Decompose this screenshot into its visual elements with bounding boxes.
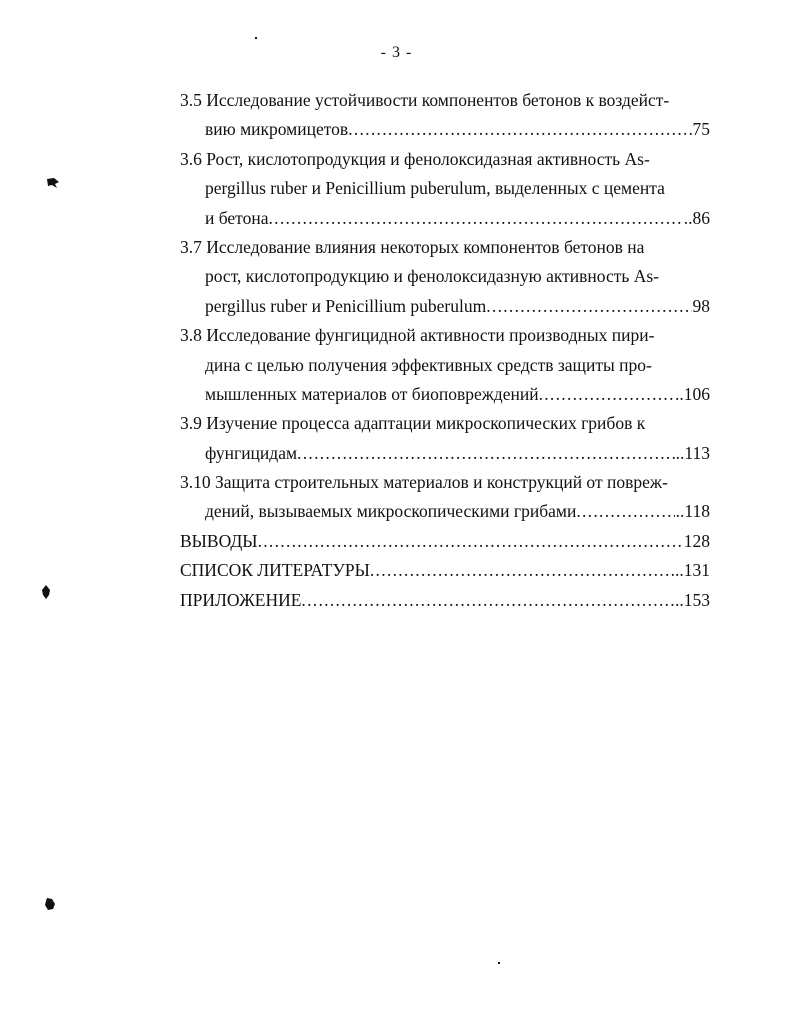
toc-entry-appendix <box>180 586 710 615</box>
toc-entry-title-line: рост, кислотопродукцию и фенолоксидазную активность As- <box>205 266 660 287</box>
toc-entry-title-line: 3.9 Изучение процесса адаптации микроскопических грибов к <box>180 413 646 434</box>
toc-entry-last-line <box>180 497 710 526</box>
toc-page-number: ..106 <box>675 383 710 404</box>
dot-leader <box>539 380 674 409</box>
dot-leader <box>576 497 674 526</box>
toc-entry-3-10 <box>180 468 710 527</box>
toc-entry-3-6 <box>180 145 710 233</box>
toc-entry-title-end: ВЫВОДЫ <box>180 530 258 551</box>
toc-entry-3-9 <box>180 409 710 468</box>
toc-entry-references <box>180 556 710 585</box>
toc-entry-last-line <box>180 292 710 321</box>
toc-entry-conclusions <box>180 527 710 556</box>
page-number: - 3 - <box>380 44 413 61</box>
toc-page-number: ..131 <box>675 560 710 581</box>
dot-leader <box>348 115 691 144</box>
scan-dust <box>498 962 500 964</box>
toc-entry-last-line <box>180 527 710 556</box>
toc-entry-title-end: дений, вызываемых микроскопическими грибами <box>205 501 577 522</box>
toc-entry-last-line <box>180 556 710 585</box>
toc-page-number: 75 <box>692 119 710 140</box>
dot-leader <box>297 439 675 468</box>
toc-entry-title-end: pergillus ruber и Penicillium puberulum <box>205 295 487 316</box>
toc-entry-last-line <box>180 204 710 233</box>
toc-entry-3-5 <box>180 86 710 145</box>
dot-leader <box>301 586 674 615</box>
toc-entry-title-end: мышленных материалов от биоповреждений <box>205 383 539 404</box>
toc-entry-title-line: 3.7 Исследование влияния некоторых компонентов бетонов на <box>180 236 645 257</box>
toc-entry-last-line <box>180 115 710 144</box>
toc-entry-title-line: pergillus ruber и Penicillium puberulum, выделенных с цемента <box>205 178 665 199</box>
toc-entry-title-end: СПИСОК ЛИТЕРАТУРЫ <box>180 560 370 581</box>
scan-dust <box>255 37 257 39</box>
toc-entry-title-line: 3.6 Рост, кислотопродукция и фенолоксидазная активность As- <box>180 148 650 169</box>
toc-entry-last-line <box>180 439 710 468</box>
toc-entry-title-end: и бетона <box>205 207 269 228</box>
dot-leader <box>258 527 683 556</box>
toc-entry-title-end: вию микромицетов <box>205 119 349 140</box>
table-of-contents <box>180 86 710 615</box>
dot-leader <box>268 204 682 233</box>
scan-mark <box>46 177 60 189</box>
toc-entry-3-8 <box>180 321 710 409</box>
toc-entry-title-end: фунгицидам <box>205 442 298 463</box>
toc-page-number: 128 <box>683 530 710 551</box>
toc-page-number: ..118 <box>675 501 710 522</box>
toc-page-number: ..113 <box>675 442 710 463</box>
toc-entry-title-line: 3.8 Исследование фунгицидной активности производных пири- <box>180 325 655 346</box>
toc-entry-3-7 <box>180 233 710 321</box>
dot-leader <box>370 556 674 585</box>
toc-entry-title-end: ПРИЛОЖЕНИЕ <box>180 589 302 610</box>
scan-mark <box>41 585 51 599</box>
toc-entry-last-line <box>180 380 710 409</box>
toc-entry-last-line <box>180 586 710 615</box>
toc-page-number: ..153 <box>675 589 710 610</box>
toc-page-number: ..86 <box>683 207 710 228</box>
toc-page-number: 98 <box>692 295 710 316</box>
dot-leader <box>486 292 691 321</box>
toc-entry-title-line: 3.5 Исследование устойчивости компонентов бетонов к воздейст- <box>180 90 670 110</box>
scan-mark <box>44 897 56 911</box>
toc-entry-title-line: дина с целью получения эффективных средств защиты про- <box>205 354 652 375</box>
toc-entry-title-line: 3.10 Защита строительных материалов и конструкций от повреж- <box>180 472 668 493</box>
